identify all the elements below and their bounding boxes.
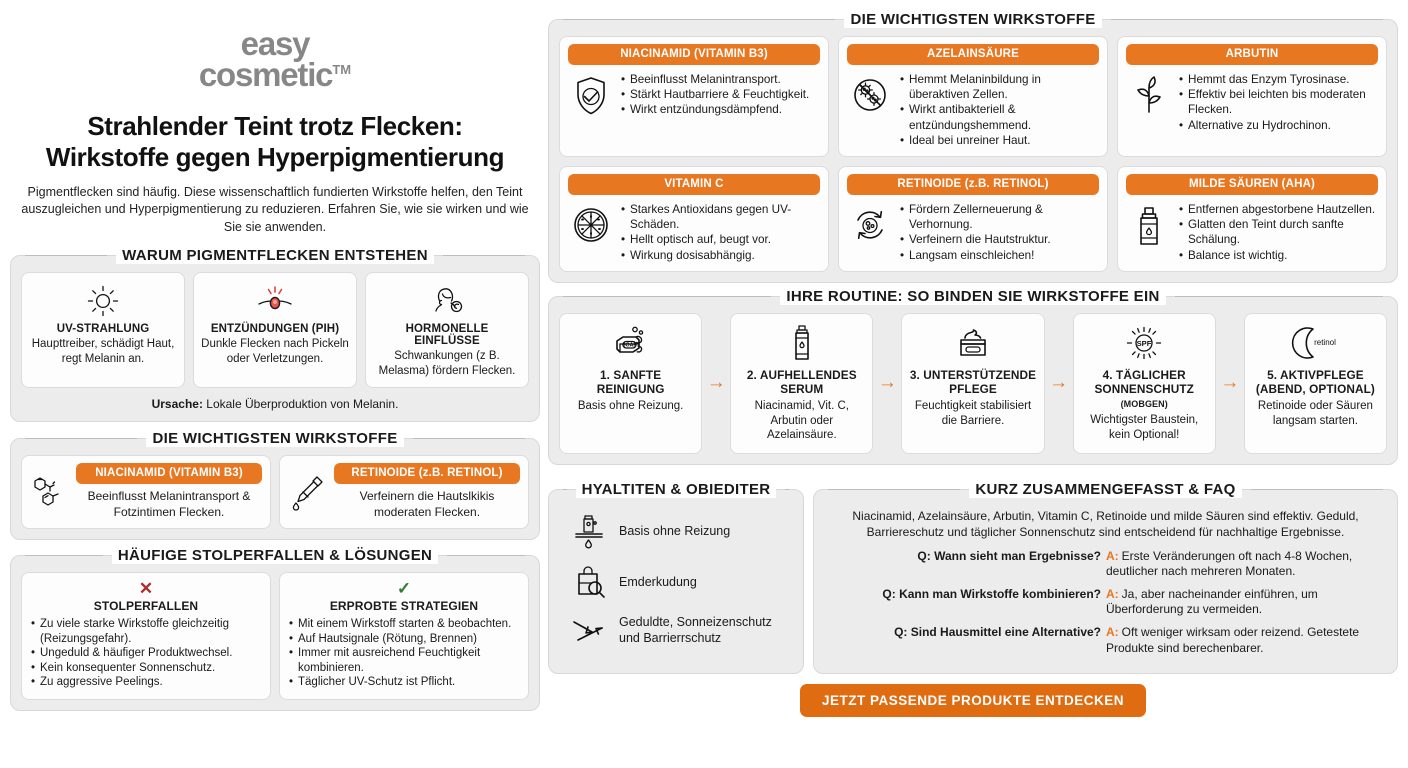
active-head	[568, 174, 820, 195]
svg-text:SOAP: SOAP	[621, 342, 637, 349]
faq-item	[830, 549, 1381, 580]
active-inner	[568, 200, 820, 263]
pitfalls-column-problems	[21, 572, 271, 700]
arrow-icon: →	[877, 372, 897, 394]
pitfalls-row	[21, 572, 529, 700]
highlight-text: Geduldte, Sonneizenschutz und Barrierrschutz	[619, 614, 772, 645]
active-inner	[1126, 200, 1378, 263]
brand-line-2: cosmetic	[198, 56, 333, 94]
active-inner	[1126, 70, 1378, 133]
active-card-vitamin-c	[559, 166, 829, 272]
active-head	[568, 44, 820, 65]
faq-panel	[813, 480, 1398, 675]
key-active-card-retinoid	[279, 455, 529, 529]
moon-retinol-icon	[1251, 323, 1380, 363]
routine-panel	[548, 287, 1398, 465]
cream-jar-icon	[908, 323, 1037, 363]
list-item: • Verfeinern die Hautstruktur.	[900, 232, 1099, 247]
hormones-face-icon	[372, 281, 522, 321]
highlights-list	[559, 506, 793, 654]
faq-question: Q: Kann man Wirkstoffe kombinieren?	[882, 586, 1101, 601]
divider-right	[413, 438, 525, 439]
faq-item	[830, 625, 1381, 656]
list-item: • Balance ist wichtig.	[1179, 248, 1378, 263]
step-title-line-2: (ABEND, OPTIONAL)	[1255, 381, 1375, 396]
divider-right	[1251, 489, 1383, 490]
page-subtitle: Pigmentflecken sind häufig. Diese wissenschaftlich fundierten Wirkstoffe helfen, den Teint auszugleichen und Hyperpigmentierung zu reduzieren. Erfahren Sie, wie sie wirken und wie Sie sie anwenden.	[21, 184, 529, 235]
divider-left	[828, 489, 960, 490]
inflammation-icon	[200, 281, 350, 321]
active-bullets	[900, 72, 1099, 148]
actives-panel	[548, 11, 1398, 283]
pitfalls-list	[289, 617, 519, 690]
divider-left	[25, 255, 107, 256]
faq-answer-wrap	[1106, 625, 1381, 656]
causes-note-label: Ursache:	[151, 397, 203, 412]
routine-step-title	[566, 368, 695, 396]
brand-line-1: easy	[240, 25, 310, 62]
list-item: • Hemmt das Enzym Tyrosinase.	[1179, 72, 1378, 87]
step-title-small: (MOBGEN)	[1120, 399, 1168, 410]
list-item: • Auf Hautsignale (Rötung, Brennen)	[289, 632, 519, 647]
faq-answer-wrap	[1106, 587, 1381, 618]
active-head	[1126, 174, 1378, 195]
routine-title-text: IHRE ROUTINE: SO BINDEN SIE WIRKSTOFFE EIN	[780, 288, 1165, 305]
list-item: • Langsam einschleichen!	[900, 248, 1099, 263]
divider-left	[563, 489, 567, 490]
highlights-title-text: HYALTITEN & OBIEDITER	[576, 481, 777, 498]
list-item: • Wirkt antibakteriell & entzündungshemmend.	[900, 102, 1099, 132]
active-pill: NIACINAMID (VITAMIN B3)	[568, 44, 820, 65]
faq-answer: Oft weniger wirksam oder reizend. Getestete Produkte sind berechenbarer.	[1106, 625, 1360, 655]
list-item: • Fördern Zellerneuerung & Verhornung.	[900, 202, 1099, 232]
routine-step-1	[559, 313, 702, 454]
active-head	[1126, 44, 1378, 65]
active-bullets	[1179, 202, 1378, 263]
active-card-azelaic	[838, 36, 1108, 157]
active-pill: RETINOIDE (z.B. RETINOL)	[847, 174, 1099, 195]
faq-answer-label: A:	[1106, 548, 1119, 563]
step-title-line-1: 2. AUFHELLENDES	[746, 367, 857, 382]
list-item: • Immer mit ausreichend Feuchtigkeit kombinieren.	[289, 646, 519, 675]
key-actives-panel	[10, 430, 540, 540]
faq-item	[830, 587, 1381, 618]
actives-title-text: DIE WICHTIGSTEN WIRKSTOFFE	[844, 11, 1101, 28]
key-active-body	[334, 463, 520, 520]
tube-drop-icon	[569, 512, 609, 552]
active-card-retinoid	[838, 166, 1108, 272]
key-actives-row	[21, 455, 529, 529]
active-card-arbutin	[1117, 36, 1387, 157]
list-item: • Entfernen abgestorbene Hautzellen.	[1179, 202, 1378, 217]
svg-text:SPF: SPF	[1136, 338, 1152, 348]
active-inner	[847, 70, 1099, 148]
molecule-icon	[28, 470, 72, 514]
divider-left	[563, 296, 771, 297]
actives-panel-title	[549, 11, 1397, 28]
active-pill: MILDE SÄUREN (AHA)	[1126, 174, 1378, 195]
step-title-line-2: SONNENSCHUTZ	[1094, 381, 1194, 396]
causes-title-text: WARUM PIGMENTFLECKEN ENTSTEHEN	[116, 247, 434, 264]
step-title-line-1: 5. AKTIVPFLEGE	[1267, 367, 1364, 382]
pitfalls-column-strategies	[279, 572, 529, 700]
routine-steps-row	[559, 313, 1387, 454]
active-pill: AZELAINSÄURE	[847, 44, 1099, 65]
divider-left	[25, 555, 103, 556]
divider-right	[447, 555, 525, 556]
divider-left	[25, 438, 137, 439]
faq-answer: Ja, aber nacheinander einführen, um Überforderung zu vermeiden.	[1106, 586, 1318, 617]
routine-step-title	[1080, 368, 1209, 410]
key-active-desc: Beeinflusst Melanintransport & Fotzintimen Flecken.	[87, 489, 251, 519]
pitfalls-list	[31, 617, 261, 690]
brand-logo	[10, 8, 540, 94]
list-item: • Zu viele starke Wirkstoffe gleichzeitig (Reizungsgefahr).	[31, 617, 261, 646]
cause-card-uv	[21, 272, 185, 388]
active-head	[847, 44, 1099, 65]
active-bullets	[621, 72, 820, 118]
faq-answer-label: A:	[1106, 586, 1119, 601]
divider-right	[785, 489, 789, 490]
list-item: • Wirkt entzündungsdämpfend.	[621, 102, 820, 117]
routine-step-desc: Wichtigster Baustein, kein Optional!	[1090, 414, 1199, 441]
faq-question: Q: Sind Hausmittel eine Alternative?	[894, 625, 1101, 640]
list-item: • Alternative zu Hydrochinon.	[1179, 118, 1378, 133]
trademark-symbol: TM	[332, 62, 352, 78]
active-inner	[568, 70, 820, 118]
routine-step-2	[730, 313, 873, 454]
routine-step-title	[737, 368, 866, 396]
list-item: • Ungeduld & häufiger Produktwechsel.	[31, 646, 261, 661]
active-pill: ARBUTIN	[1126, 44, 1378, 65]
routine-step-3	[901, 313, 1044, 454]
faq-list	[824, 549, 1387, 657]
cause-name: ENTZÜNDUNGEN (PIH)	[210, 322, 340, 335]
list-item: • Hemmt Melaninbildung in überaktiven Zellen.	[900, 72, 1099, 102]
faq-answer-label: A:	[1106, 625, 1119, 640]
key-active-card-niacinamide	[21, 455, 271, 529]
active-card-aha	[1117, 166, 1387, 272]
step-title-line-1: 4. TÄGLICHER	[1102, 367, 1186, 382]
discover-products-button[interactable]: JETZT PASSENDE PRODUKTE ENTDECKEN	[800, 684, 1146, 717]
active-bullets	[621, 202, 820, 263]
divider-right	[443, 255, 525, 256]
page-title	[10, 111, 540, 172]
dropper-icon	[286, 470, 330, 514]
list-item: • Starkes Antioxidans gegen UV-Schäden.	[621, 202, 820, 232]
faq-question: Q: Wann sieht man Ergebnisse?	[917, 548, 1101, 563]
routine-panel-title	[549, 288, 1397, 305]
cause-card-inflammation	[193, 272, 357, 388]
pitfalls-title-text: HÄUFIGE STOLPERFALLEN & LÖSUNGEN	[112, 547, 438, 564]
causes-note	[21, 397, 529, 411]
sun-icon	[28, 281, 178, 321]
cause-name: HORMONELLE EINFLÜSSE	[405, 322, 489, 347]
faq-answer: Erste Veränderungen oft nach 4-8 Wochen, deutlicher nach mehreren Monaten.	[1106, 548, 1353, 579]
shield-check-icon	[568, 72, 614, 118]
list-item: • Kein konsequenter Sonnenschutz.	[31, 661, 261, 676]
step-title-line-2: SERUM	[780, 381, 824, 396]
active-bullets	[1179, 72, 1378, 133]
highlight-text: Emderkudung	[619, 574, 697, 589]
citrus-slice-icon	[568, 202, 614, 246]
active-bullets	[900, 202, 1099, 263]
cause-desc: Schwankungen (ᴢ B. Melasma) fördern Flecken.	[378, 349, 516, 377]
brand-logo-text	[198, 25, 352, 94]
cause-card-hormonal	[365, 272, 529, 388]
arrows-icon	[569, 614, 609, 648]
arrow-icon: →	[706, 372, 726, 394]
serum-dropper-icon	[737, 323, 866, 363]
cause-desc: Dunkle Flecken nach Pickeln oder Verletzungen.	[201, 337, 349, 365]
right-column	[548, 8, 1398, 762]
step-title-line-2: REINIGUNG	[596, 381, 665, 396]
causes-note-text: Lokale Überproduktion von Melanin.	[202, 397, 399, 412]
pitfalls-panel-title	[11, 547, 539, 564]
active-head	[847, 174, 1099, 195]
list-item: • Stärkt Hautbarriere & Feuchtigkeit.	[621, 87, 820, 102]
key-active-pill: NIACINAMID (VITAMIN B3)	[76, 463, 262, 484]
list-item: • Ideal bei unreiner Haut.	[900, 133, 1099, 148]
list-item: • Effektiv bei leichten bis moderaten Flecken.	[1179, 87, 1378, 117]
active-pill: VITAMIN C	[568, 174, 820, 195]
step-title-line-2: PFLEGE	[949, 381, 997, 396]
key-actives-title-text: DIE WICHTIGSTEN WIRKSTOFFE	[146, 430, 403, 447]
routine-step-4	[1073, 313, 1216, 454]
arrow-icon: →	[1049, 372, 1069, 394]
pitfalls-heading: STOLPERFALLEN	[93, 599, 199, 614]
list-item: • Mit einem Wirkstoff starten & beobachten.	[289, 617, 519, 632]
list-item: • Hellt optisch auf, beugt vor.	[621, 232, 820, 247]
cross-icon: ✕	[138, 579, 154, 599]
bottom-row	[548, 478, 1398, 675]
routine-step-desc: Feuchtigkeit stabilisiert die Barriere.	[914, 400, 1032, 427]
list-item	[569, 614, 789, 648]
actives-grid	[559, 36, 1387, 272]
key-active-desc: Verfeinern die Hautslkikis moderaten Flecken.	[359, 489, 495, 519]
faq-answer-wrap	[1106, 549, 1381, 580]
faq-summary: Niacinamid, Azelainsäure, Arbutin, Vitamin C, Retinoide und milde Säuren sind effektiv. Geduld, Barriereschutz und täglicher Sonnenschutz sind entscheidend für nachhaltige Ergebnisse.	[852, 508, 1359, 540]
svg-text:retinol: retinol	[1314, 337, 1337, 347]
cta-row	[548, 684, 1398, 717]
causes-row	[21, 272, 529, 388]
list-item: • Zu aggressive Peelings.	[31, 675, 261, 690]
list-item: • Beeinflusst Melanintransport.	[621, 72, 820, 87]
key-active-body	[76, 463, 262, 520]
routine-step-desc: Niacinamid, Vit. C, Arbutin oder Azelainsäure.	[754, 400, 849, 442]
list-item: • Täglicher UV-Schutz ist Pflicht.	[289, 675, 519, 690]
cause-desc: Haupttreiber, schädigt Haut, regt Melanin an.	[31, 337, 175, 365]
left-column	[10, 8, 540, 762]
soap-icon	[566, 323, 695, 363]
page-title-line-1: Strahlender Teint trotz Flecken:	[87, 111, 463, 142]
routine-step-title	[908, 368, 1037, 396]
check-icon: ✓	[396, 579, 412, 599]
routine-step-desc: Retinoide oder Säuren langsam starten.	[1257, 400, 1373, 427]
list-item	[569, 564, 789, 602]
arrow-icon: →	[1220, 372, 1240, 394]
routine-step-desc: Basis ohne Reizung.	[577, 400, 684, 413]
step-title-line-1: 1. SANFTE	[599, 367, 662, 382]
routine-step-5	[1244, 313, 1387, 454]
active-card-niacinamide	[559, 36, 829, 157]
pitfalls-heading: ERPROBTE STRATEGIEN	[329, 599, 479, 614]
list-item: • Wirkung dosisabhängig.	[621, 248, 820, 263]
key-active-pill: RETINOIDE (z.B. RETINOL)	[334, 463, 520, 484]
pitfalls-panel	[10, 547, 540, 711]
key-actives-panel-title	[11, 430, 539, 447]
divider-right	[1175, 296, 1383, 297]
faq-title-text: KURZ ZUSAMMENGEFASST & FAQ	[969, 481, 1241, 498]
divider-right	[1111, 19, 1383, 20]
page-title-line-2: Wirkstoffe gegen Hyperpigmentierung	[45, 142, 505, 173]
step-title-line-1: 3. UNTERSTÜTZENDE	[909, 367, 1037, 382]
list-item	[569, 512, 789, 552]
spf-sun-icon	[1080, 323, 1209, 363]
highlight-text: Basis ohne Reizung	[619, 523, 731, 538]
faq-panel-title	[814, 481, 1397, 498]
highlights-panel	[548, 480, 804, 675]
bag-search-icon	[569, 564, 609, 602]
cause-name: UV-STRAHLUNG	[56, 322, 150, 335]
causes-panel	[10, 246, 540, 422]
leaf-icon	[1126, 72, 1172, 118]
causes-panel-title	[11, 247, 539, 264]
list-item: • Glatten den Teint durch sanfte Schälung.	[1179, 217, 1378, 247]
active-inner	[847, 200, 1099, 263]
divider-left	[563, 19, 835, 20]
cell-renewal-icon	[847, 202, 893, 246]
routine-step-title	[1251, 368, 1380, 396]
serum-bottle-icon	[1126, 202, 1172, 250]
highlights-panel-title	[549, 481, 803, 498]
no-bacteria-icon	[847, 72, 893, 116]
